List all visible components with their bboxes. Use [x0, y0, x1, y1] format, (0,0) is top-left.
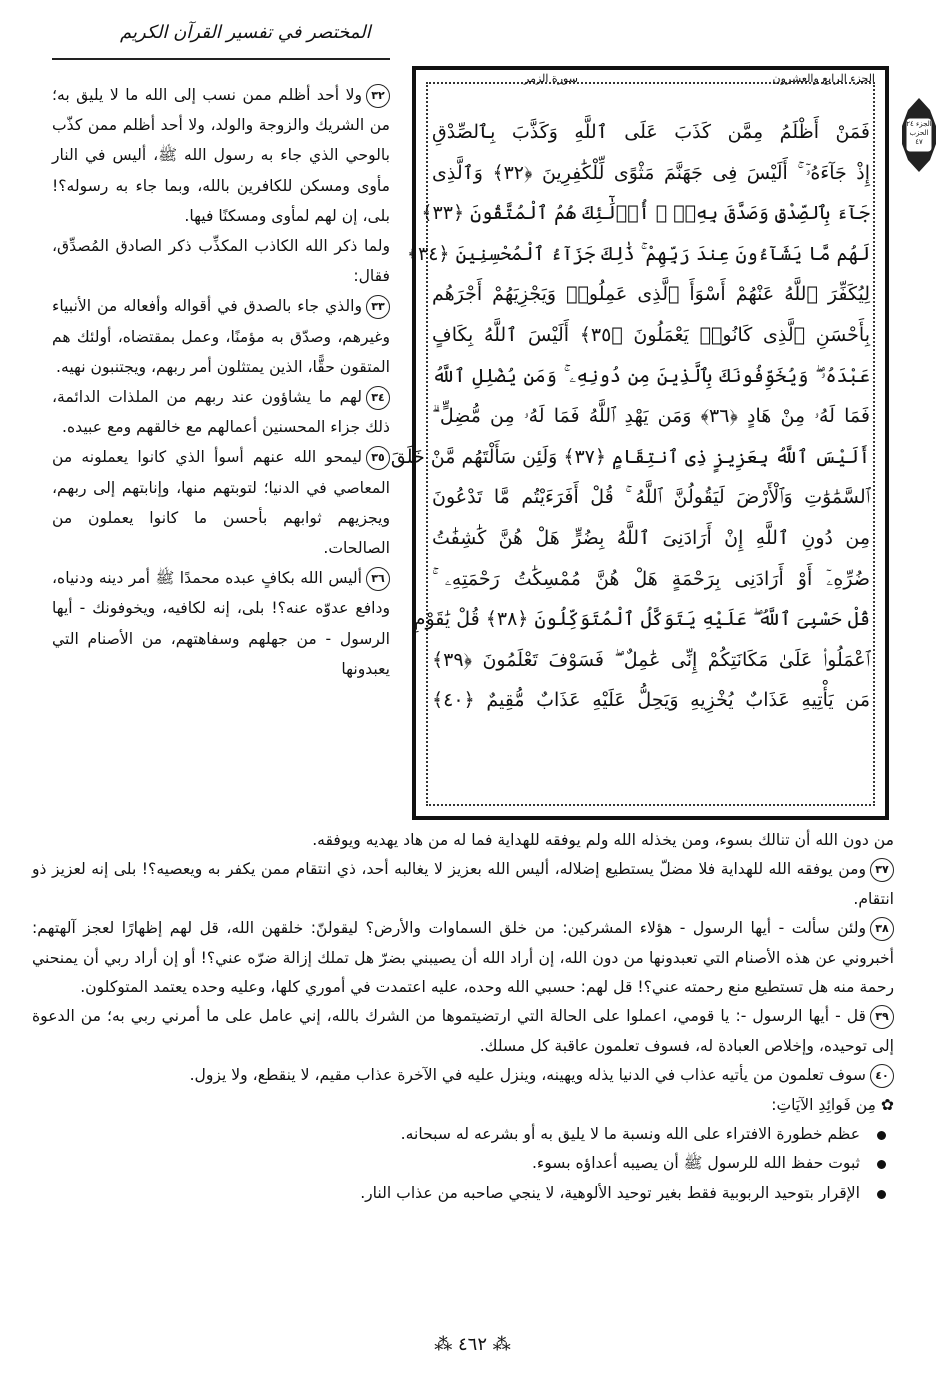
page-number: ⁂ ٤٦٢ ⁂: [434, 1334, 511, 1355]
quran-line: مِن دُونِ ٱللَّهِ إِنْ أَرَادَنِىَ ٱللَّهُ بِضُرٍّ هَلْ هُنَّ كَٰشِفَٰتُ: [432, 526, 870, 549]
verse-number-badge: ٣٧: [870, 858, 894, 882]
tafsir-paragraph: ٣٧ومن يوفقه الله للهداية فلا مضلّ يستطيع إضلاله، أليس الله بعزيز لا يغالبه أحد، ذي انتقام ممن يكفر به ويعصيه؟! بلى إنه لعزيز ذو انتقام.: [32, 855, 894, 914]
verse-number-badge: ٣٢: [366, 84, 390, 108]
verse-number-badge: ٣٦: [366, 567, 390, 591]
benefits-list: [32, 1120, 894, 1208]
quran-line: لِيُكَفِّرَ ٱللَّهُ عَنْهُمْ أَسْوَأَ ٱلَّذِى عَمِلُوا۟ وَيَجْزِيَهُمْ أَجْرَهُم: [432, 283, 870, 306]
benefits-heading: ✿ مِن فَوائِدِ الآيَاتِ:: [771, 1095, 894, 1114]
quran-line: بِأَحْسَنِ ٱلَّذِى كَانُوا۟ يَعْمَلُونَ ﴿٣٥﴾ أَلَيْسَ ٱللَّهُ بِكَافٍ: [432, 323, 870, 346]
quran-line: فَمَا لَهُۥ مِنْ هَادٍ ﴿٣٦﴾ وَمَن يَهْدِ ٱللَّهُ فَمَا لَهُۥ مِن مُّضِلٍّ ۗ: [432, 405, 870, 428]
list-item: عظم خطورة الافتراء على الله ونسبة ما لا يليق به أو بشرعه له سبحانه.: [32, 1120, 894, 1149]
tafsir-paragraph: ٣٨ولئن سألت - أيها الرسول - هؤلاء المشركين: من خلق السماوات والأرض؟ ليقولنّ: خلقهن الله، قل لهم إظهارًا لعجز آلهتهم: أخبروني عن هذه الأصنام التي تعبدونها من دون الله، إن أراد الله أن يصيبني بضرّ هل تملك إزالة ضرّه عني؟! أو إن أراد ربي أن يمنحني رحمة منه هل تستطيع منع رحمته عني؟! قل لهم: حسبي الله وحده، عليه اعتمدت في أموري كلها، وعليه وحده يعتمد المتوكلون.: [32, 914, 894, 1002]
quran-line: فَمَنْ أَظْلَمُ مِمَّن كَذَبَ عَلَى ٱللَّهِ وَكَذَّبَ بِٱلصِّدْقِ: [432, 121, 870, 143]
quran-line: جَآءَ بِٱلصِّدْقِ وَصَدَّقَ بِهِۦٓ ۙ أُو۟لَٰٓئِكَ هُمُ ٱلْمُتَّقُونَ ﴿٣٣﴾: [421, 202, 870, 225]
quran-line: مَن يَأْتِيهِ عَذَابٌ يُخْزِيهِ وَيَحِلُّ عَلَيْهِ عَذَابٌ مُّقِيمٌ ﴿٤٠﴾: [432, 689, 870, 712]
flower-icon: ✿: [875, 1095, 894, 1114]
quran-line: أَلَيْسَ ٱللَّهُ بِعَزِيزٍ ذِى ٱنتِقَامٍ ﴿٣٧﴾ وَلَئِن سَأَلْتَهُم مَّنْ خَلَقَ: [390, 445, 870, 468]
ornament-right-icon: ⁂: [487, 1334, 511, 1355]
tafsir-paragraph: ٤٠سوف تعلمون من يأتيه عذاب في الدنيا يذله ويهينه، وينزل عليه في الآخرة عذاب مقيم، لا ينقطع، ولا يزول.: [32, 1061, 894, 1090]
ornament-left-icon: ⁂: [434, 1334, 458, 1355]
tafsir-paragraph: ٣٤لهم ما يشاؤون عند ربهم من الملذات الدائمة، ذلك جزاء المحسنين أعمالهم مع خالقهم ومع عبيده.: [52, 382, 390, 442]
quran-line: لَهُم مَّا يَشَآءُونَ عِندَ رَبِّهِمْ ۚ ذَٰلِكَ جَزَآءُ ٱلْمُحْسِنِينَ ﴿٣٤﴾: [406, 242, 870, 265]
quran-line: ٱعْمَلُوا۟ عَلَىٰ مَكَانَتِكُمْ إِنِّى عَٰمِلٌ ۖ فَسَوْفَ تَعْلَمُونَ ﴿٣٩﴾: [432, 648, 870, 671]
quran-line: إِذْ جَآءَهُۥٓ ۚ أَلَيْسَ فِى جَهَنَّمَ مَثْوًى لِّلْكَٰفِرِينَ ﴿٣٢﴾ وَٱلَّذِى: [432, 161, 870, 184]
tafsir-column: [52, 80, 390, 684]
verse-number-badge: ٣٣: [366, 295, 390, 319]
juz-hizb-badge: الجزء ٢٤ الحزب ٤٧: [900, 96, 938, 174]
tafsir-bottom: [32, 826, 894, 1208]
tafsir-paragraph: ٣٢ولا أحد أظلم ممن نسب إلى الله ما لا يليق به؛ من الشريك والزوجة والولد، ولا أحد أظلم ممن كذّب بالوحي الذي جاء به رسول الله ﷺ، أليس في النار مأوى ومسكن للكافرين بالله، وبما جاء به رسوله؟! بلى، إن لهم لمأوى ومسكنًا فيها.: [52, 80, 390, 231]
tafsir-paragraph: ٣٥ليمحو الله عنهم أسوأ الذي كانوا يعملونه من المعاصي في الدنيا؛ لتوبتهم منها، وإنابتهم إلى ربهم، ويجزيهم ثوابهم بأحسن ما كانوا يعملون من الصالحات.: [52, 442, 390, 563]
quran-line: عَبْدَهُۥ ۖ وَيُخَوِّفُونَكَ بِٱلَّذِينَ مِن دُونِهِۦ ۚ وَمَن يُضْلِلِ ٱللَّهُ: [432, 364, 870, 387]
juz-name: الجزء الرابع والعشرون: [772, 72, 875, 85]
book-title: المختصر في تفسير القرآن الكريم: [120, 22, 371, 43]
tafsir-paragraph: ٣٩قل - أيها الرسول -: يا قومي، اعملوا على الحالة التي ارتضيتموها من الشرك بالله، إني عامل على ما أمرني ربي به؛ من الدعوة إلى توحيده، وإخلاص العبادة له، فسوف تعلمون عاقبة كل مسلك.: [32, 1002, 894, 1061]
quran-line: ٱلسَّمَٰوَٰتِ وَٱلْأَرْضَ لَيَقُولُنَّ ٱللَّهُ ۚ قُلْ أَفَرَءَيْتُم مَّا تَدْعُونَ: [432, 486, 870, 509]
tafsir-paragraph: ٣٦أليس الله بكافٍ عبده محمدًا ﷺ أمر دينه ودنياه، ودافع عدوّه عنه؟! بلى، إنه لكافيه، ويخوفونك - أيها الرسول - من جهلهم وسفاهتهم، من الأصنام التي يعبدونها: [52, 563, 390, 684]
header-rule: [52, 58, 390, 60]
quran-text: [390, 112, 870, 721]
list-item: ثبوت حفظ الله للرسول ﷺ أن يصيبه أعداؤه بسوء.: [32, 1149, 894, 1178]
list-item: الإقرار بتوحيد الربوبية فقط بغير توحيد الألوهية، لا ينجي صاحبه من عذاب النار.: [32, 1179, 894, 1208]
verse-number-badge: ٣٥: [366, 446, 390, 470]
quran-line: ضُرِّهِۦٓ أَوْ أَرَادَنِى بِرَحْمَةٍ هَلْ هُنَّ مُمْسِكَٰتُ رَحْمَتِهِۦ ۚ: [432, 567, 870, 590]
verse-number-badge: ٣٩: [870, 1005, 894, 1029]
tafsir-paragraph: ٣٣والذي جاء بالصدق في أقواله وأفعاله من الأنبياء وغيرهم، وصدّق به مؤمنًا، وعمل بمقتضاه، أولئك هم المتقون حقًّا، الذين يمتثلون أمر ربهم، ويجتنبون نهيه.: [52, 291, 390, 382]
tafsir-paragraph: من دون الله أن تنالك بسوء، ومن يخذله الله ولم يوفقه للهداية فما له من هاد يهديه ويوفقه.: [312, 831, 894, 849]
verse-number-badge: ٣٨: [870, 917, 894, 941]
quran-line: قُلْ حَسْبِىَ ٱللَّهُ ۖ عَلَيْهِ يَتَوَكَّلُ ٱلْمُتَوَكِّلُونَ ﴿٣٨﴾ قُلْ يَٰقَوْمِ: [413, 608, 870, 631]
verse-number-badge: ٣٤: [366, 386, 390, 410]
quran-frame-header: [412, 66, 889, 96]
surah-name: سورة الزمر: [524, 72, 578, 85]
verse-number-badge: ٤٠: [870, 1064, 894, 1088]
tafsir-paragraph: ولما ذكر الله الكاذب المكذِّب ذكر الصادق المُصدِّق، فقال:: [52, 237, 390, 286]
